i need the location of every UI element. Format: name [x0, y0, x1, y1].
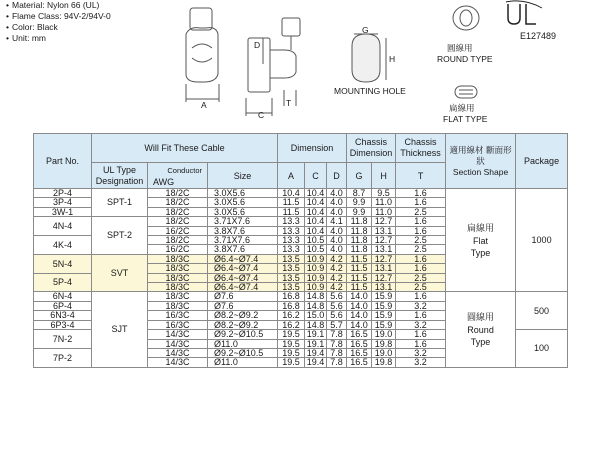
cell-ul-type: SPT-1	[92, 189, 148, 217]
header-size: Size	[208, 163, 278, 189]
cell-dim-t: 2.5	[396, 236, 446, 245]
cell-dim-t: 2.5	[396, 273, 446, 282]
cell-dim-t: 2.5	[396, 245, 446, 254]
cell-dim-c: 10.4	[305, 207, 327, 216]
cell-dim-c: 19.4	[305, 358, 327, 367]
cell-dim-h: 13.1	[372, 264, 396, 273]
cell-dim-c: 19.4	[305, 348, 327, 357]
cell-dim-g: 11.8	[347, 226, 372, 235]
flat-type-cn-label: 扁線用	[449, 104, 475, 114]
spec-table-wrapper	[33, 133, 567, 368]
cell-dim-h: 11.0	[372, 198, 396, 207]
cell-part-no: 6N3-4	[34, 311, 92, 320]
cell-dim-c: 19.1	[305, 339, 327, 348]
cell-size: Ø6.4~Ø7.4	[208, 264, 278, 273]
cell-dim-d: 4.2	[327, 264, 347, 273]
cell-dim-t: 2.5	[396, 283, 446, 292]
cell-awg: 18/3C	[148, 264, 208, 273]
cell-dim-a: 16.2	[278, 320, 305, 329]
header-package: Package	[516, 134, 568, 189]
cell-dim-c: 15.0	[305, 311, 327, 320]
header-ul-type: UL Type Designation	[92, 163, 148, 189]
cell-dim-g: 11.8	[347, 217, 372, 226]
cell-dim-c: 10.4	[305, 198, 327, 207]
cell-dim-g: 9.9	[347, 207, 372, 216]
cell-dim-a: 19.5	[278, 358, 305, 367]
cell-dim-h: 19.0	[372, 330, 396, 339]
cell-dim-g: 14.0	[347, 292, 372, 301]
cell-ul-type: SJT	[92, 292, 148, 367]
cell-dim-h: 13.1	[372, 226, 396, 235]
cell-part-no: 2P-4	[34, 189, 92, 198]
cell-dim-a: 13.3	[278, 217, 305, 226]
cell-dim-a: 13.5	[278, 273, 305, 282]
cell-part-no: 4K-4	[34, 236, 92, 255]
cell-size: Ø11.0	[208, 358, 278, 367]
cell-dim-t: 3.2	[396, 348, 446, 357]
cell-dim-c: 10.9	[305, 264, 327, 273]
cell-dim-g: 11.8	[347, 245, 372, 254]
cell-dim-h: 15.9	[372, 311, 396, 320]
cell-dim-d: 5.6	[327, 301, 347, 310]
cell-size: Ø6.4~Ø7.4	[208, 254, 278, 263]
cell-dim-t: 1.6	[396, 311, 446, 320]
section-round-text: Round	[467, 325, 494, 336]
drawing-art	[0, 0, 600, 128]
cell-ul-type: SPT-2	[92, 217, 148, 255]
cell-awg: 18/3C	[148, 283, 208, 292]
cell-awg: 18/2C	[148, 189, 208, 198]
cell-dim-c: 19.1	[305, 330, 327, 339]
cell-dim-h: 12.7	[372, 254, 396, 263]
header-will-fit: Will Fit These Cable	[92, 134, 278, 163]
cell-part-no: 3W-1	[34, 207, 92, 216]
cell-dim-c: 10.5	[305, 245, 327, 254]
section-flat-text: 扁線用	[467, 223, 495, 234]
cell-section-shape-flat	[446, 189, 516, 292]
spec-flame-class: • Flame Class: 94V-2/94V-0	[6, 11, 176, 22]
cell-dim-d: 4.2	[327, 254, 347, 263]
cell-size: Ø6.4~Ø7.4	[208, 283, 278, 292]
dim-label-c: C	[258, 110, 265, 120]
cell-dim-c: 10.9	[305, 254, 327, 263]
cell-dim-c: 10.5	[305, 236, 327, 245]
cell-dim-c: 10.4	[305, 226, 327, 235]
technical-drawings	[0, 0, 600, 128]
cell-awg: 16/2C	[148, 245, 208, 254]
dim-label-g: G	[362, 25, 369, 35]
spec-table-body	[34, 189, 568, 368]
section-round-text: Type	[470, 337, 491, 348]
cell-part-no: 5P-4	[34, 273, 92, 292]
round-type-label: ROUND TYPE	[437, 54, 493, 64]
dim-label-a: A	[201, 100, 207, 110]
cell-dim-a: 19.5	[278, 339, 305, 348]
mounting-hole-label: MOUNTING HOLE	[334, 86, 406, 96]
cell-dim-t: 3.2	[396, 358, 446, 367]
cell-dim-t: 1.6	[396, 339, 446, 348]
cell-part-no: 7N-2	[34, 330, 92, 349]
dim-label-d: D	[254, 40, 261, 50]
mounting-hole-drawing	[352, 34, 386, 82]
cell-dim-g: 11.5	[347, 273, 372, 282]
cell-awg: 18/2C	[148, 236, 208, 245]
cell-awg: 16/3C	[148, 320, 208, 329]
cell-dim-a: 13.5	[278, 264, 305, 273]
cell-dim-t: 1.6	[396, 330, 446, 339]
cell-awg: 18/2C	[148, 217, 208, 226]
cell-dim-t: 1.6	[396, 264, 446, 273]
cell-dim-a: 13.3	[278, 245, 305, 254]
cell-dim-h: 12.7	[372, 217, 396, 226]
spec-color: • Color: Black	[6, 22, 176, 33]
cell-awg: 14/3C	[148, 339, 208, 348]
cell-part-no: 6P-4	[34, 301, 92, 310]
cell-size: Ø8.2~Ø9.2	[208, 320, 278, 329]
cell-dim-d: 4.2	[327, 283, 347, 292]
section-flat-text: Flat	[473, 235, 489, 246]
cell-size: Ø9.2~Ø10.5	[208, 348, 278, 357]
cell-package: 100	[516, 330, 568, 368]
cell-dim-d: 4.1	[327, 217, 347, 226]
cell-dim-g: 11.5	[347, 283, 372, 292]
header-conductor: Conductor	[167, 165, 202, 175]
dim-label-h: H	[389, 54, 396, 64]
cell-size: 3.0X5.6	[208, 198, 278, 207]
cell-awg: 16/2C	[148, 226, 208, 235]
cell-dim-g: 9.9	[347, 198, 372, 207]
cell-dim-d: 5.6	[327, 292, 347, 301]
header-awg-conductor	[148, 163, 208, 189]
cell-awg: 18/3C	[148, 254, 208, 263]
cell-dim-h: 13.1	[372, 245, 396, 254]
round-type-cn-label: 圓線用	[447, 44, 473, 54]
cell-dim-a: 19.5	[278, 330, 305, 339]
cell-size: Ø8.2~Ø9.2	[208, 311, 278, 320]
cell-size: Ø9.2~Ø10.5	[208, 330, 278, 339]
cell-size: Ø11.0	[208, 339, 278, 348]
cell-dim-d: 7.8	[327, 348, 347, 357]
header-chassis-thickness: Chassis Thickness	[396, 134, 446, 163]
cell-dim-a: 10.4	[278, 189, 305, 198]
cell-dim-c: 10.9	[305, 273, 327, 282]
cell-awg: 18/2C	[148, 207, 208, 216]
cell-dim-h: 15.9	[372, 292, 396, 301]
cell-dim-g: 11.5	[347, 254, 372, 263]
cell-dim-d: 4.2	[327, 273, 347, 282]
cell-dim-c: 10.4	[305, 217, 327, 226]
cell-dim-h: 9.5	[372, 189, 396, 198]
cell-dim-h: 19.8	[372, 358, 396, 367]
cell-ul-type: SVT	[92, 254, 148, 292]
cell-dim-t: 3.2	[396, 320, 446, 329]
cell-package: 1000	[516, 189, 568, 292]
cell-part-no: 5N-4	[34, 254, 92, 273]
cell-dim-h: 15.9	[372, 301, 396, 310]
cell-dim-a: 16.2	[278, 311, 305, 320]
header-section-shape	[446, 134, 516, 189]
section-flat-text: Type	[470, 247, 491, 258]
header-col-t: T	[396, 163, 446, 189]
cell-dim-g: 16.5	[347, 358, 372, 367]
spec-material: • Material: Nylon 66 (UL)	[6, 0, 176, 11]
cell-dim-a: 13.3	[278, 226, 305, 235]
flat-type-label: FLAT TYPE	[443, 114, 488, 124]
cell-dim-g: 14.0	[347, 320, 372, 329]
cell-dim-a: 19.5	[278, 348, 305, 357]
table-row	[34, 189, 568, 198]
cell-dim-g: 11.8	[347, 236, 372, 245]
cell-dim-d: 4.0	[327, 198, 347, 207]
bushing-side-drawing	[246, 18, 300, 116]
cell-dim-d: 5.6	[327, 311, 347, 320]
cell-dim-d: 7.8	[327, 339, 347, 348]
cell-awg: 18/3C	[148, 273, 208, 282]
header-part-no: Part No.	[34, 134, 92, 189]
cell-dim-h: 12.7	[372, 236, 396, 245]
ul-recognized-mark	[506, 1, 542, 24]
cell-section-shape-round	[446, 292, 516, 367]
cell-dim-d: 4.0	[327, 189, 347, 198]
header-chassis-dimension: Chassis Dimension	[347, 134, 396, 163]
cell-part-no: 6P3-4	[34, 320, 92, 329]
cell-dim-t: 1.6	[396, 217, 446, 226]
cell-awg: 18/3C	[148, 301, 208, 310]
cell-size: Ø7.6	[208, 301, 278, 310]
cell-awg: 14/3C	[148, 348, 208, 357]
cell-dim-a: 11.5	[278, 198, 305, 207]
cell-dim-g: 16.5	[347, 339, 372, 348]
cell-size: 3.71X7.6	[208, 217, 278, 226]
cell-dim-t: 1.6	[396, 226, 446, 235]
header-section-en: Section Shape	[452, 167, 509, 177]
cell-dim-h: 12.7	[372, 273, 396, 282]
cell-dim-c: 14.8	[305, 292, 327, 301]
cell-size: 3.0X5.6	[208, 189, 278, 198]
cell-dim-g: 11.5	[347, 264, 372, 273]
cell-dim-d: 5.7	[327, 320, 347, 329]
cell-dim-t: 1.6	[396, 292, 446, 301]
cell-dim-h: 19.8	[372, 339, 396, 348]
cell-size: 3.8X7.6	[208, 245, 278, 254]
cell-dim-a: 16.8	[278, 292, 305, 301]
cell-dim-t: 3.2	[396, 301, 446, 310]
cell-dim-g: 16.5	[347, 348, 372, 357]
cable-bushing-spec-table	[33, 133, 568, 368]
dim-label-t: T	[286, 98, 292, 108]
cell-awg: 16/3C	[148, 311, 208, 320]
ul-file-number: E127489	[520, 31, 557, 41]
cell-dim-a: 13.5	[278, 254, 305, 263]
cell-awg: 14/3C	[148, 330, 208, 339]
cell-dim-t: 2.5	[396, 207, 446, 216]
header-section-cn: 適用線材 斷面形狀	[449, 146, 512, 167]
cell-dim-a: 11.5	[278, 207, 305, 216]
header-col-g: G	[347, 163, 372, 189]
cell-part-no: 7P-2	[34, 348, 92, 367]
cell-dim-c: 10.4	[305, 189, 327, 198]
header-col-a: A	[278, 163, 305, 189]
cell-dim-d: 4.0	[327, 207, 347, 216]
header-awg: AWG	[153, 176, 175, 187]
header-col-h: H	[372, 163, 396, 189]
cell-dim-g: 16.5	[347, 330, 372, 339]
cell-package: 500	[516, 292, 568, 330]
cell-dim-g: 14.0	[347, 311, 372, 320]
cell-size: Ø7.6	[208, 292, 278, 301]
cell-dim-h: 15.9	[372, 320, 396, 329]
cell-awg: 14/3C	[148, 358, 208, 367]
bushing-perspective-drawing	[186, 8, 219, 102]
cell-part-no: 4N-4	[34, 217, 92, 236]
cell-part-no: 6N-4	[34, 292, 92, 301]
cell-dim-d: 4.0	[327, 245, 347, 254]
cell-dim-a: 13.3	[278, 236, 305, 245]
cell-dim-d: 4.0	[327, 226, 347, 235]
header-col-d: D	[327, 163, 347, 189]
cell-dim-a: 13.5	[278, 283, 305, 292]
cell-dim-a: 16.8	[278, 301, 305, 310]
cell-dim-h: 11.0	[372, 207, 396, 216]
cell-dim-d: 4.0	[327, 236, 347, 245]
cell-size: Ø6.4~Ø7.4	[208, 273, 278, 282]
spec-unit: • Unit: mm	[6, 33, 176, 44]
section-round-text: 圓線用	[467, 313, 495, 324]
cell-dim-h: 19.0	[372, 348, 396, 357]
table-row	[34, 292, 568, 301]
cell-dim-d: 7.8	[327, 358, 347, 367]
cell-dim-c: 14.8	[305, 301, 327, 310]
cell-awg: 18/2C	[148, 198, 208, 207]
cell-dim-t: 1.6	[396, 198, 446, 207]
cell-dim-c: 10.9	[305, 283, 327, 292]
cell-part-no: 3P-4	[34, 198, 92, 207]
cell-dim-t: 1.6	[396, 254, 446, 263]
cell-dim-g: 8.7	[347, 189, 372, 198]
cell-size: 3.8X7.6	[208, 226, 278, 235]
cell-awg: 18/3C	[148, 292, 208, 301]
cell-dim-g: 14.0	[347, 301, 372, 310]
cell-dim-t: 1.6	[396, 189, 446, 198]
cell-dim-h: 13.1	[372, 283, 396, 292]
cell-dim-d: 7.8	[327, 330, 347, 339]
cell-size: 3.71X7.6	[208, 236, 278, 245]
header-col-c: C	[305, 163, 327, 189]
cell-dim-c: 14.8	[305, 320, 327, 329]
cell-size: 3.0X5.6	[208, 207, 278, 216]
header-dimension: Dimension	[278, 134, 347, 163]
